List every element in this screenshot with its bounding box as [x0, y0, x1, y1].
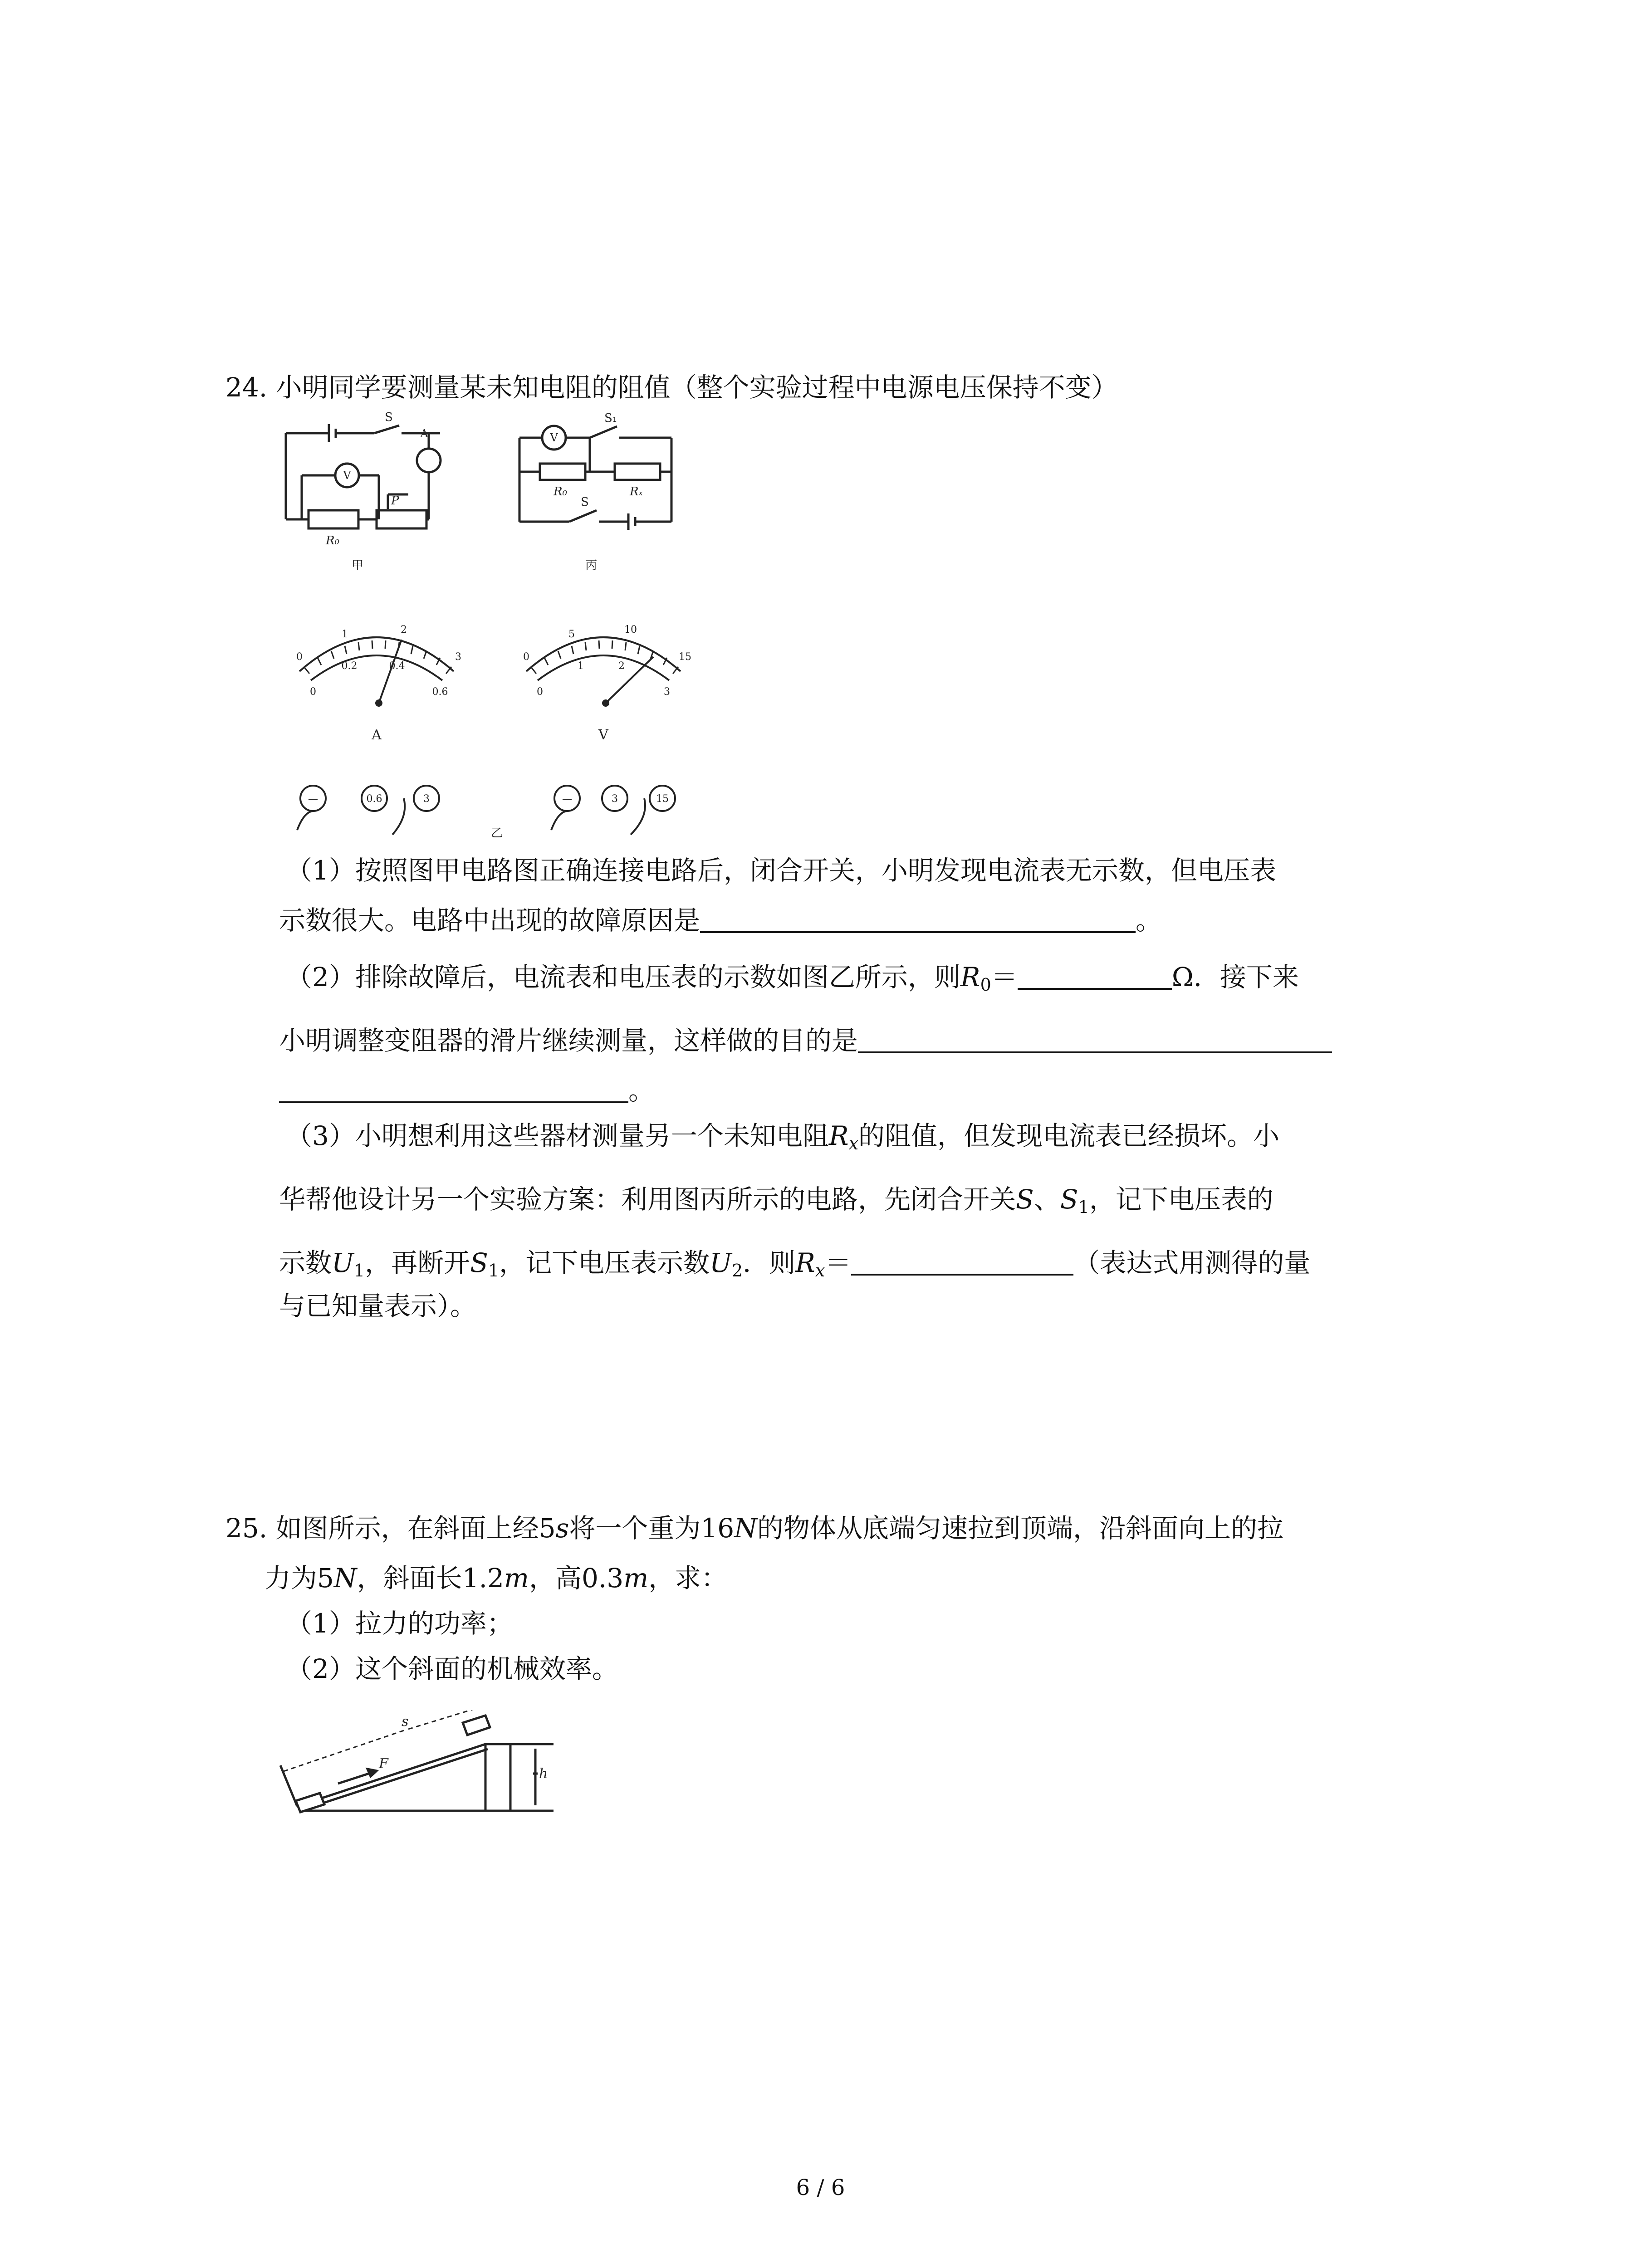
- answer-blank-purpose-1[interactable]: [858, 1024, 1332, 1053]
- q24-part3-line1: （3）小明想利用这些器材测量另一个未知电阻$R_x$的阻值，但发现电流表已经损坏。小: [286, 1120, 1280, 1154]
- r0-label-bing: R₀: [554, 485, 567, 499]
- volt-bottom-3: 3: [664, 686, 670, 698]
- volt-top-15: 15: [679, 651, 691, 663]
- page-number: 6 / 6: [796, 2175, 845, 2200]
- volt-bottom-0: 0: [537, 686, 543, 698]
- amm-bottom-0: 0: [310, 686, 316, 698]
- amm-top-1: 1: [342, 629, 348, 640]
- voltmeter-unit: V: [598, 727, 608, 743]
- amm-top-2: 2: [401, 624, 407, 635]
- height-label: h: [539, 1766, 548, 1782]
- amm-bottom-2: 0.4: [389, 660, 405, 672]
- r0-label-jia: R₀: [326, 534, 339, 547]
- answer-blank-rx[interactable]: [851, 1246, 1073, 1276]
- amm-top-0: 0: [296, 651, 303, 663]
- q24-part3-line3: 示数$U_1$，再断开$S_1$，记下电压表示数$U_2$．则$R_x=$ （表达式用测得的量: [279, 1247, 1311, 1281]
- q24-part1-line2: 示数很大。电路中出现的故障原因是 。: [279, 905, 1162, 936]
- q24-stem: 24. 小明同学要测量某未知电阻的阻值（整个实验过程中电源电压保持不变）: [225, 372, 1118, 403]
- amm-bottom-3: 0.6: [432, 686, 448, 698]
- volt-bottom-1: 1: [578, 660, 584, 672]
- voltmeter-label-bing: V: [550, 431, 558, 444]
- q25-part2: （2）这个斜面的机械效率。: [286, 1653, 618, 1684]
- rx-label: Rₓ: [630, 485, 643, 499]
- q24-part2-line2: 小明调整变阻器的滑片继续测量，这样做的目的是: [279, 1023, 1332, 1058]
- amm-term-06: 0.6: [366, 793, 382, 805]
- switch-label-s-bing: S: [581, 495, 589, 509]
- q24-part3-line2: 华帮他设计另一个实验方案：利用图丙所示的电路，先闭合开关S、$S_1$，记下电压表的: [279, 1184, 1274, 1217]
- fig-bing-label: 丙: [585, 559, 598, 572]
- volt-top-5: 5: [568, 629, 575, 640]
- incline-figure: [272, 1710, 572, 1828]
- fig-jia-label: 甲: [352, 559, 364, 572]
- answer-blank-r0[interactable]: [1018, 961, 1172, 990]
- q25-line1: 25. 如图所示，在斜面上经5s将一个重为16N的物体从底端匀速拉到顶端，沿斜面向上的拉: [225, 1513, 1283, 1544]
- slider-label: P: [391, 494, 399, 508]
- q24-part3-line4: 与已知量表示）。: [279, 1290, 477, 1321]
- volt-term-3: 3: [612, 793, 618, 805]
- amm-top-3: 3: [455, 651, 461, 663]
- q24-part2-line1: （2）排除故障后，电流表和电压表的示数如图乙所示，则$R_0= \Omega$．接下来: [286, 962, 1299, 995]
- switch-label-s: S: [385, 411, 393, 424]
- force-label: F: [379, 1756, 388, 1772]
- volt-term-neg: —: [562, 793, 572, 805]
- amm-bottom-1: 0.2: [341, 660, 358, 672]
- volt-top-0: 0: [523, 651, 529, 663]
- ammeter-label: A: [420, 427, 428, 440]
- volt-top-10: 10: [624, 624, 637, 635]
- volt-term-15: 15: [656, 793, 669, 805]
- q24-part1-line1: （1）按照图甲电路图正确连接电路后，闭合开关，小明发现电流表无示数，但电压表: [286, 855, 1276, 886]
- switch-label-s1: S₁: [604, 411, 617, 425]
- q25-line2: 力为5N，斜面长1.2m，高0.3m，求：: [265, 1563, 728, 1593]
- amm-term-3: 3: [423, 793, 430, 805]
- volt-bottom-2: 2: [618, 660, 625, 672]
- ammeter-unit: A: [372, 727, 382, 743]
- incline-length-label: s: [402, 1714, 409, 1730]
- q24-figure: [272, 408, 771, 844]
- amm-term-neg: —: [308, 793, 318, 805]
- fig-yi-label: 乙: [490, 826, 503, 840]
- answer-blank-fault[interactable]: [700, 904, 1136, 933]
- answer-blank-purpose-2[interactable]: [279, 1074, 628, 1103]
- q25-part1: （1）拉力的功率；: [286, 1608, 513, 1639]
- voltmeter-label-jia: V: [343, 469, 351, 482]
- q24-part2-line3: 。: [279, 1073, 655, 1108]
